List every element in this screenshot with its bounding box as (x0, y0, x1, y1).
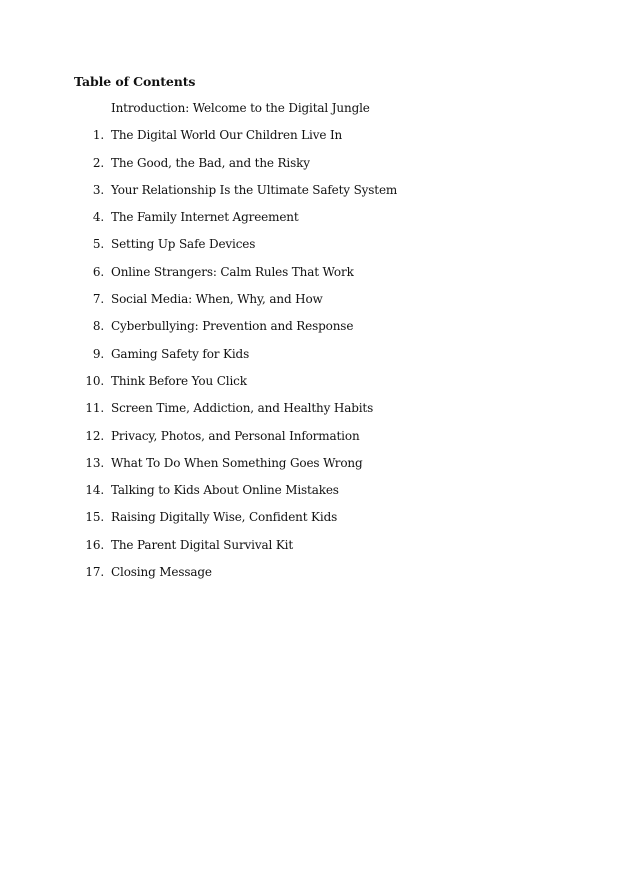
toc-entry (74, 565, 594, 592)
toc-entry-text: Introduction: Welcome to the Digital Jungle (111, 101, 370, 115)
toc-entry-text: Social Media: When, Why, and How (111, 292, 323, 307)
toc-entry (74, 101, 594, 128)
toc-entry-text: Think Before You Click (111, 373, 247, 388)
toc-entry-number: 2. (92, 155, 104, 170)
toc-entry (74, 401, 594, 428)
toc-entry (74, 538, 594, 565)
toc-entry-text: Setting Up Safe Devices (111, 237, 256, 252)
toc-entry (74, 319, 594, 346)
toc-entry-number: 6. (92, 264, 104, 279)
toc-entry-text: The Family Internet Agreement (111, 210, 299, 225)
toc-entry-text: Online Strangers: Calm Rules That Work (111, 264, 354, 279)
toc-title: Table of Contents (74, 74, 196, 89)
toc-entry-number: 5. (92, 237, 104, 252)
toc-entry (74, 374, 594, 401)
toc-entry (74, 265, 594, 292)
toc-entry-text: Your Relationship Is the Ultimate Safety System (111, 182, 398, 197)
toc-entry-number: 16. (85, 537, 104, 552)
toc-entry-number: 17. (85, 565, 104, 580)
toc-entry-number: 14. (85, 483, 104, 498)
toc-entry (74, 292, 594, 319)
toc-entry-text: Talking to Kids About Online Mistakes (111, 483, 339, 498)
toc-entry (74, 429, 594, 456)
toc-entry (74, 237, 594, 264)
toc-entry-number: 1. (92, 128, 104, 143)
toc-entry-text: The Parent Digital Survival Kit (111, 537, 294, 552)
toc-entry-text: Privacy, Photos, and Personal Information (111, 428, 360, 443)
toc-entry (74, 456, 594, 483)
toc-entry-number: 9. (92, 346, 104, 361)
toc-entry-number: 12. (85, 428, 104, 443)
toc-entry-text: The Good, the Bad, and the Risky (111, 155, 310, 170)
toc-entry (74, 347, 594, 374)
toc-entry-number: 15. (85, 510, 104, 525)
toc-entry-number: 10. (85, 373, 104, 388)
toc-entry (74, 210, 594, 237)
toc-entry-text: The Digital World Our Children Live In (111, 128, 343, 143)
toc-entry (74, 183, 594, 210)
toc-entry-number: 8. (92, 319, 104, 334)
toc-entry-number: 4. (92, 210, 104, 225)
toc-entry-number: 3. (92, 182, 104, 197)
toc-entry (74, 483, 594, 510)
toc-list (74, 101, 594, 592)
toc-entry-text: What To Do When Something Goes Wrong (111, 455, 363, 470)
toc-entry-number: 13. (85, 455, 104, 470)
toc-entry-text: Raising Digitally Wise, Confident Kids (111, 510, 338, 525)
toc-entry-number: 11. (85, 401, 104, 416)
toc-entry (74, 128, 594, 155)
toc-entry-text: Cyberbullying: Prevention and Response (111, 319, 354, 334)
toc-entry (74, 156, 594, 183)
toc-entry (74, 510, 594, 537)
toc-entry-text: Closing Message (111, 565, 212, 580)
toc-entry-text: Screen Time, Addiction, and Healthy Habits (111, 401, 374, 416)
toc-entry-text: Gaming Safety for Kids (111, 346, 250, 361)
toc-entry-number: 7. (92, 292, 104, 307)
